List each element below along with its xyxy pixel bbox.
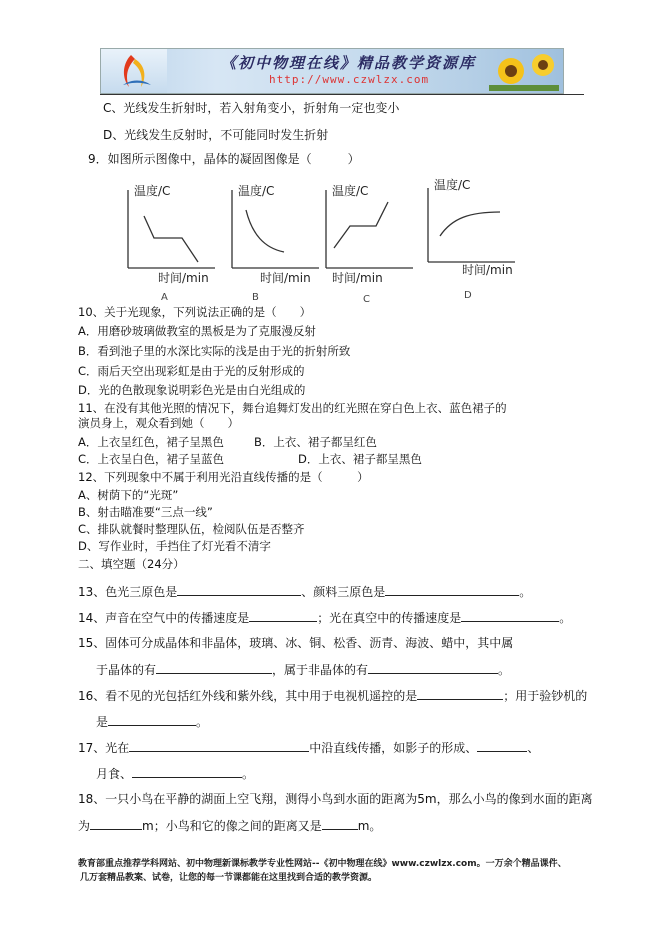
q17-text-e: 。 <box>242 767 255 781</box>
q16-text-b: ；用于验钞机的 <box>503 689 588 703</box>
question-16-line1 <box>78 688 587 704</box>
answer-blank[interactable] <box>368 662 498 674</box>
q11-option-b: B．上衣、裙子都呈红色 <box>254 435 377 449</box>
question-13 <box>78 584 531 600</box>
q10-option-a: A．用磨砂玻璃做教室的黑板是为了克服漫反射 <box>78 324 316 338</box>
q11-option-c: C．上衣呈白色，裙子呈蓝色 <box>78 452 225 466</box>
footer-line-1: 教育部重点推荐学科网站、初中物理新课标教学专业性网站--《初中物理在线》www.czwlzx.com。一万余个精品课件、 <box>78 859 567 869</box>
question-17-line1 <box>78 740 539 756</box>
graph-a <box>120 176 220 306</box>
q13-text-c: 。 <box>519 585 532 599</box>
answer-blank[interactable] <box>90 818 142 830</box>
option-d-line: D、光线发生反射时，不可能同时发生折射 <box>103 128 329 142</box>
footer-line-2: 几万套精品教案、试卷，让您的每一节课都能在这里找到合适的教学资源。 <box>80 873 378 883</box>
banner-url: http://www.czwlzx.com <box>269 73 430 86</box>
header-banner <box>100 48 564 94</box>
graph-c-xlabel: 时间/min <box>332 271 383 285</box>
question-17-line2 <box>96 766 254 782</box>
graph-c <box>318 176 418 306</box>
question-18-line1: 18、一只小鸟在平静的湖面上空飞翔，测得小鸟到水面的距离为5m，那么小鸟的像到水面的距离 <box>78 792 593 806</box>
q12-option-b: B、射击瞄准要“三点一线” <box>78 505 213 519</box>
answer-blank[interactable] <box>108 714 196 726</box>
graph-d-xlabel: 时间/min <box>462 263 513 277</box>
question-18-line2 <box>78 818 381 834</box>
q15-text-b: ，属于非晶体的有 <box>272 663 369 677</box>
answer-blank[interactable] <box>132 766 242 778</box>
header-rule <box>100 94 584 95</box>
q17-text-a: 17、光在 <box>78 741 130 755</box>
q14-text-b: ；光在真空中的传播速度是 <box>317 611 462 625</box>
question-15-line1: 15、固体可分成晶体和非晶体，玻璃、冰、铜、松香、沥青、海波、蜡中，其中属 <box>78 636 514 650</box>
q15-text-a: 于晶体的有 <box>96 663 157 677</box>
graph-c-ylabel: 温度/C <box>332 184 369 198</box>
q18-text-c: m。 <box>357 819 382 833</box>
q11-option-a: A．上衣呈红色，裙子呈黑色 <box>78 435 224 449</box>
page-footer <box>78 857 567 885</box>
q14-text-a: 14、声音在空气中的传播速度是 <box>78 611 250 625</box>
question-12: 12、下列现象中不属于利用光沿直线传播的是（ ） <box>78 470 369 484</box>
q16-text-c: 是 <box>96 715 109 729</box>
graph-d-label: D <box>464 290 472 301</box>
sunflower-image <box>489 51 559 91</box>
graph-b-ylabel: 温度/C <box>238 184 275 198</box>
site-logo <box>101 49 167 93</box>
graph-b-label: B <box>252 292 259 303</box>
q12-option-d: D、写作业时，手挡住了灯光看不清字 <box>78 539 271 553</box>
q12-option-c: C、排队就餐时整理队伍，检阅队伍是否整齐 <box>78 522 305 536</box>
q10-option-b: B．看到池子里的水深比实际的浅是由于光的折射所致 <box>78 344 351 358</box>
answer-blank[interactable] <box>322 818 358 830</box>
graph-b-xlabel: 时间/min <box>260 271 311 285</box>
answer-blank[interactable] <box>461 610 559 622</box>
question-15-line2 <box>96 662 510 678</box>
graph-c-label: C <box>363 294 370 305</box>
q17-text-d: 月食、 <box>96 767 133 781</box>
answer-blank[interactable] <box>417 688 503 700</box>
question-11-line1: 11、在没有其他光照的情况下，舞台追舞灯发出的红光照在穿白色上衣、蓝色裙子的 <box>78 401 507 415</box>
q10-option-d: D．光的色散现象说明彩色光是由白光组成的 <box>78 383 306 397</box>
q18-text-b: m；小鸟和它的像之间的距离又是 <box>142 819 322 833</box>
question-11-line2: 演员身上，观众看到她（ ） <box>78 416 239 430</box>
answer-blank[interactable] <box>129 740 309 752</box>
option-c-line: C、光线发生折射时，若入射角变小，折射角一定也变小 <box>103 101 400 115</box>
q14-text-c: 。 <box>559 611 572 625</box>
graph-b <box>224 176 324 306</box>
question-14 <box>78 610 571 626</box>
q18-text-a: 为 <box>78 819 91 833</box>
banner-title: 《初中物理在线》精品教学资源库 <box>221 54 477 72</box>
answer-blank[interactable] <box>477 740 527 752</box>
q15-text-c: 。 <box>498 663 511 677</box>
graph-d-ylabel: 温度/C <box>434 178 471 192</box>
answer-blank[interactable] <box>156 662 272 674</box>
q17-text-b: 中沿直线传播，如影子的形成、 <box>309 741 478 755</box>
q10-option-c: C．雨后天空出现彩虹是由于光的反射形成的 <box>78 364 305 378</box>
q17-text-c: 、 <box>527 741 540 755</box>
q16-text-d: 。 <box>196 715 209 729</box>
answer-blank[interactable] <box>177 584 301 596</box>
graph-a-label: A <box>161 292 168 303</box>
graph-d <box>420 174 520 304</box>
q13-text-a: 13、色光三原色是 <box>78 585 178 599</box>
section-2-title: 二、填空题（24分） <box>78 557 185 571</box>
answer-blank[interactable] <box>249 610 317 622</box>
question-9: 9．如图所示图像中，晶体的凝固图像是（ ） <box>88 152 360 166</box>
question-10: 10、关于光现象，下列说法正确的是（ ） <box>78 305 312 319</box>
question-16-line2 <box>96 714 208 730</box>
q13-text-b: 、颜料三原色是 <box>301 585 386 599</box>
q11-option-d: D．上衣、裙子都呈黑色 <box>298 452 422 466</box>
graph-a-ylabel: 温度/C <box>134 184 171 198</box>
q12-option-a: A、树荫下的“光斑” <box>78 488 179 502</box>
q16-text-a: 16、看不见的光包括红外线和紫外线，其中用于电视机遥控的是 <box>78 689 418 703</box>
answer-blank[interactable] <box>385 584 519 596</box>
graph-a-xlabel: 时间/min <box>158 271 209 285</box>
